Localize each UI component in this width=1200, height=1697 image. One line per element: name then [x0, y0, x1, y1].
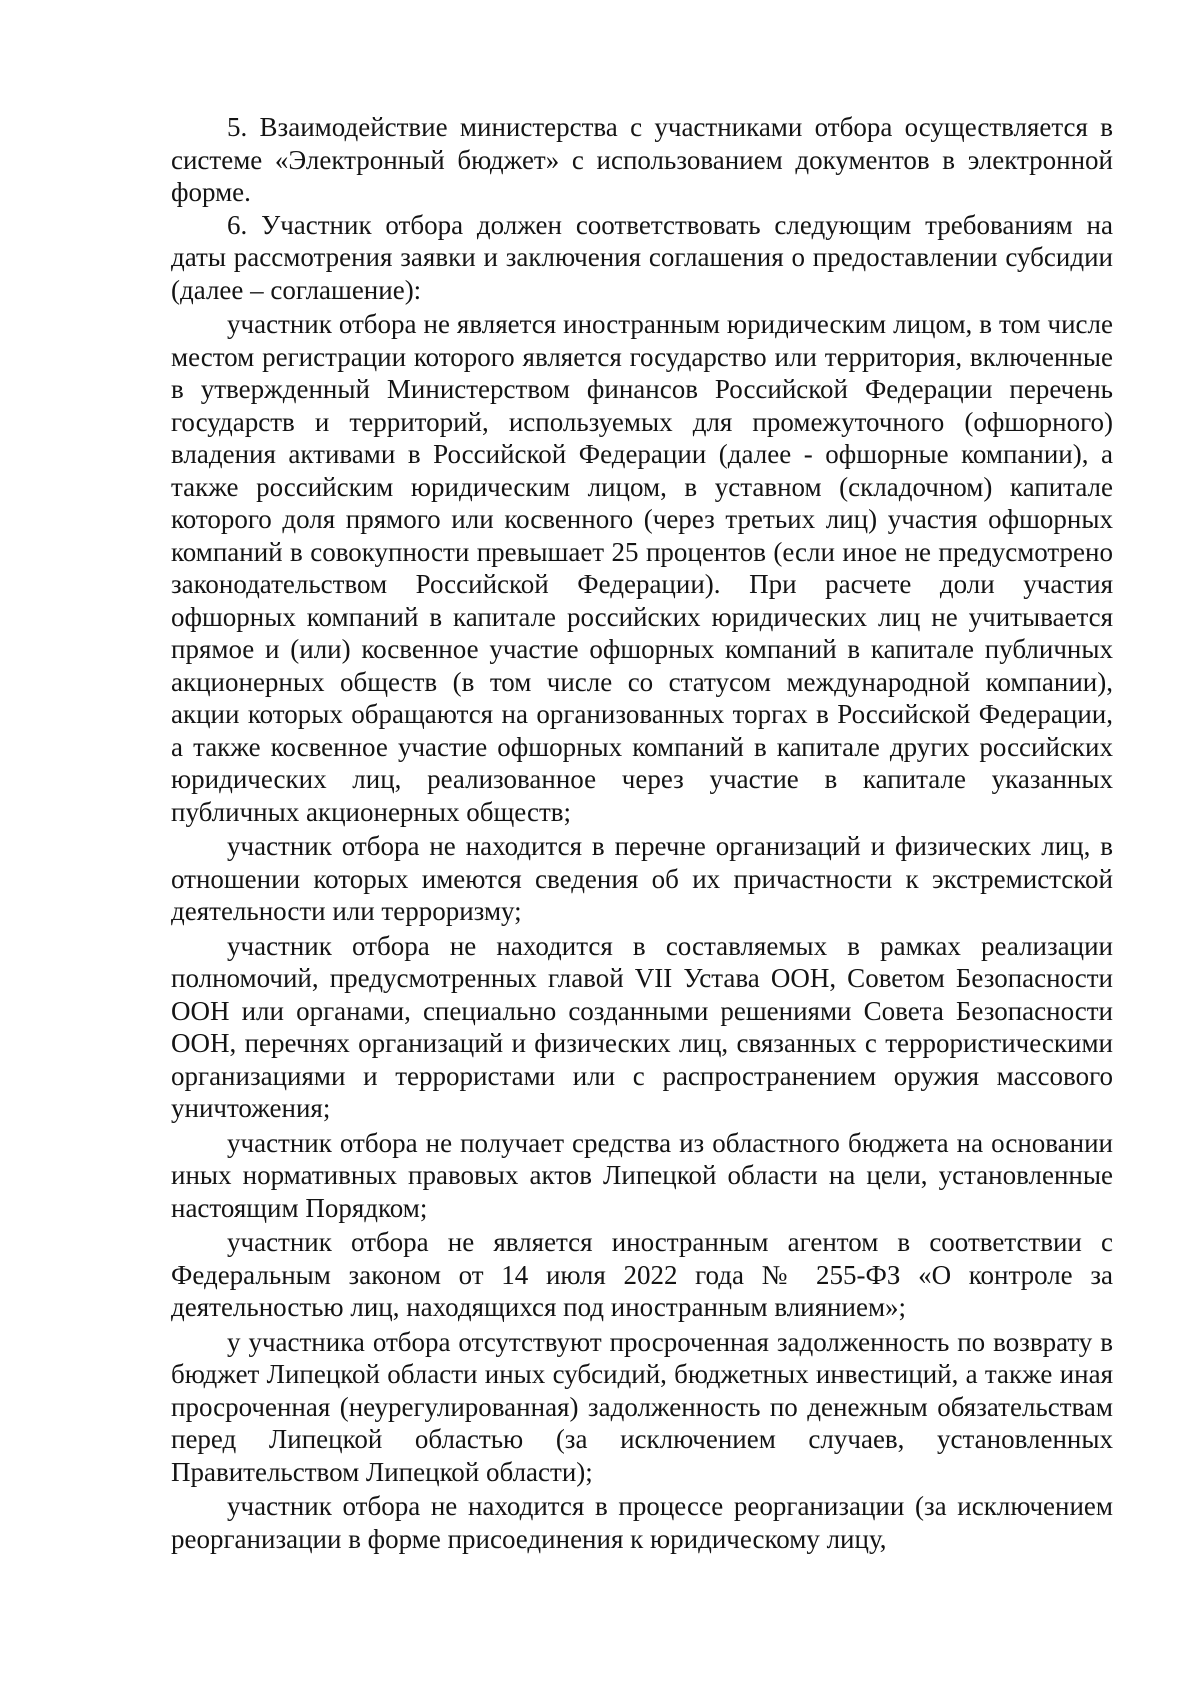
requirement-no-other-funds: участник отбора не получает средства из областного бюджета на основании иных нормативных правовых актов Липецкой области на цели, установленные настоящим Порядком;	[171, 1127, 1113, 1223]
requirement-foreign-agent: участник отбора не является иностранным агентом в соответствии с Федеральным законом от 14 июля 2022 года № 255-ФЗ «О контроле за деятельностью лиц, находящихся под иностранным влиянием»;	[171, 1227, 1113, 1322]
requirement-no-debt: у участника отбора отсутствуют просроченная задолженность по возврату в бюджет Липецкой области иных субсидий, бюджетных инвестиций, а также иная просроченная (неурегулированная) задолженность по денежным обязательствам перед Липецкой областью (за исключением случаев, установленных Правительством Липецкой области);	[171, 1326, 1113, 1487]
paragraph-6-requirements: 6. Участник отбора должен соответствовать следующим требованиям на даты рассмотрения заявки и заключения соглашения о предоставлении субсидии (далее – соглашение):	[171, 209, 1113, 305]
requirement-offshore: участник отбора не является иностранным юридическим лицом, в том числе местом регистрации которого является государство или территория, включенные в утвержденный Министерством финансов Российской Федерации перечень государств и территорий, используемых для промежуточного (офшорного) владения активами в Российской Федерации (далее - офшорные компании), а также российским юридическим лицом, в уставном (складочном) капитале которого доля прямого или косвенного (через третьих лиц) участия офшорных компаний в совокупности превышает 25 процентов (если иное не предусмотрено законодательством Российской Федерации). При расчете доли участия офшорных компаний в капитале российских юридических лиц не учитывается прямое и (или) косвенное участие офшорных компаний в капитале публичных акционерных обществ (в том числе со статусом международной компании), акции которых обращаются на организованных торгах в Российской Федерации, а также косвенное участие офшорных компаний в капитале других российских юридических лиц, реализованное через участие в капитале указанных публичных акционерных обществ;	[171, 309, 1113, 827]
paragraph-5-interaction: 5. Взаимодействие министерства с участниками отбора осуществляется в системе «Электронный бюджет» с использованием документов в электронной форме.	[171, 112, 1113, 207]
requirement-reorganization: участник отбора не находится в процессе реорганизации (за исключением реорганизации в форме присоединения к юридическому лицу,	[171, 1491, 1113, 1554]
requirement-extremism-list: участник отбора не находится в перечне организаций и физических лиц, в отношении которых имеются сведения об их причастности к экстремистской деятельности или терроризму;	[171, 831, 1113, 926]
document-body	[171, 111, 1113, 1555]
requirement-un-lists: участник отбора не находится в составляемых в рамках реализации полномочий, предусмотренных главой VII Устава ООН, Советом Безопасности ООН или органами, специально созданными решениями Совета Безопасности ООН, перечнях организаций и физических лиц, связанных с террористическими организациями и террористами или с распространением оружия массового уничтожения;	[171, 930, 1113, 1123]
